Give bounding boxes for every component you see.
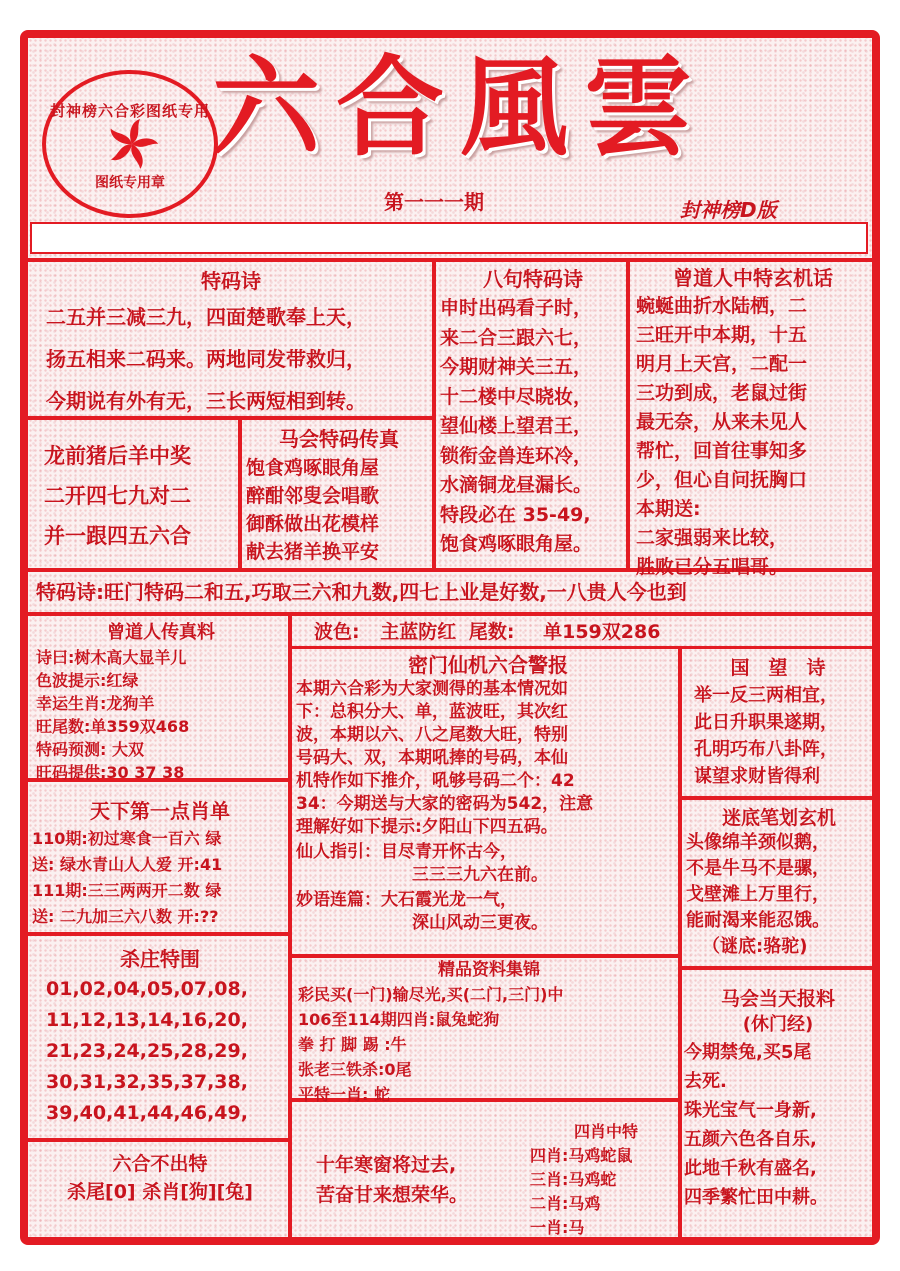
- jingpin-line: 拳 打 脚 踢 :牛: [298, 1035, 407, 1054]
- poem8-line: 锁衔金兽连环冷，: [440, 444, 593, 467]
- kill-line: 01,02,04,05,07,08,: [46, 978, 248, 1000]
- grid-line: [288, 646, 872, 649]
- zodiac-single-section: [32, 796, 288, 930]
- mahui-line: 御酥做出花模样: [246, 513, 380, 535]
- fax-title: 曾道人传真料: [107, 622, 215, 643]
- seal-bottom-text: 图纸专用章: [95, 175, 165, 191]
- alarm-line: 34：今期送与大家的密码为542，注意: [296, 794, 594, 814]
- mahui-today-subtitle: (休门经): [742, 1014, 814, 1035]
- alarm-line: 下：总积分大、单，蓝波旺，其次红: [296, 702, 568, 722]
- zeng-line: 三功到成，老鼠过街: [636, 382, 808, 404]
- guowang-line: 此日升职果遂期，: [694, 712, 838, 733]
- zodiac-single-line: 110期:初过寒食一百六 绿: [32, 829, 222, 848]
- poem8-line: 望仙楼上望君王，: [440, 415, 593, 437]
- grid-line: [238, 416, 242, 570]
- grid-line: [28, 932, 290, 936]
- poem1-line: 扬五相来二码来。两地同发带救归，: [46, 347, 366, 371]
- poem8-line: 十二楼中尽晓妆，: [440, 385, 593, 408]
- fax-line: 旺尾数:单359双468: [36, 717, 190, 736]
- tail-label: 尾数:: [468, 621, 515, 643]
- fourzodiac-section: [530, 1120, 680, 1240]
- poem8-line: 饱食鸡啄眼角屋。: [440, 533, 593, 555]
- fourzodiac-line: 三肖:马鸡蛇: [530, 1170, 617, 1189]
- poem8-line: 申时出码看子时，: [440, 297, 593, 319]
- riddle-title: 迷底笔划玄机: [721, 807, 836, 829]
- guowang-title: 国 望 诗: [730, 657, 826, 679]
- mahui-today-line: 今期禁兔,买5尾: [684, 1042, 812, 1063]
- bose-label: 波色:: [314, 621, 360, 643]
- grid-line: [678, 796, 872, 800]
- zeng-line: 最无奈，从来未见人: [636, 411, 808, 433]
- dragon-line: 并一跟四五六合: [44, 524, 191, 548]
- grid-line: [626, 258, 630, 570]
- grid-line: [432, 258, 436, 570]
- mahui-section: [246, 424, 432, 566]
- grid-line: [288, 612, 292, 1240]
- zodiac-single-line: 111期:三三两两开二数 绿: [32, 881, 222, 900]
- alarm-section: [296, 652, 680, 935]
- nospecial-section: [32, 1150, 288, 1206]
- guowang-line: 孔明巧布八卦阵，: [694, 739, 838, 760]
- zeng-line: 蜿蜒曲折水陆栖，二: [636, 295, 808, 317]
- guide-label: 仙人指引：: [296, 842, 381, 862]
- zodiac-single-line: 送: 绿水青山人人爱 开:41: [32, 855, 223, 874]
- fax-line: 色波提示:红绿: [36, 671, 139, 690]
- alarm-line: 理解好如下提示:夕阳山下四五码。: [296, 817, 558, 837]
- alarm-line: 本期六合彩为大家测得的基本情况如: [296, 679, 568, 699]
- fourzodiac-line: 四肖:马鸡蛇鼠: [530, 1146, 633, 1165]
- mahui-title: 马会特码传真: [279, 427, 399, 451]
- mahui-line: 饱食鸡啄眼角屋: [246, 457, 380, 479]
- poem1-section: [32, 266, 430, 422]
- bauhinia-icon: [104, 116, 160, 172]
- zeng-line: 本期送:: [636, 498, 701, 520]
- grid-line: [678, 966, 872, 970]
- jingpin-section: [298, 958, 680, 1107]
- mahui-today-section: [684, 986, 872, 1212]
- riddle-answer: （谜底:骆驼): [702, 936, 808, 957]
- zeng-section: [636, 264, 870, 582]
- alarm-line: 号码大、双，本期吼捧的号码，本仙: [296, 748, 568, 768]
- guowang-line: 谋望求财皆得利: [694, 766, 820, 787]
- fourzodiac-line: 二肖:马鸡: [530, 1194, 601, 1213]
- riddle-section: [686, 806, 872, 960]
- poem8-section: [440, 264, 626, 560]
- zeng-line: 三旺开中本期，十五: [636, 324, 808, 346]
- zeng-title: 曾道人中特玄机话: [673, 266, 833, 290]
- bose-value: 主蓝防红: [380, 621, 457, 643]
- poem8-line: 水滴铜龙昼漏长。: [440, 474, 593, 496]
- grid-line: [28, 258, 872, 262]
- nospecial-line: 杀尾[0] 杀肖[狗][兔]: [67, 1181, 253, 1203]
- guide-line: 三三三九六在前。: [412, 865, 548, 885]
- dragon-line: 二开四七九对二: [44, 484, 191, 508]
- poem-label: 妙语连篇：: [296, 890, 381, 910]
- mahui-line: 献去猪羊换平安: [246, 541, 380, 563]
- grid-line: [28, 1138, 290, 1142]
- poem8-title: 八句特码诗: [483, 267, 583, 291]
- fax-line: 特码预测: 大双: [36, 740, 144, 759]
- jingpin-title: 精品资料集锦: [438, 960, 540, 980]
- zeng-line: 帮忙，回首往事知多: [636, 440, 808, 462]
- mahui-line: 醉酣邻叟会唱歌: [246, 485, 380, 507]
- header-banner: [30, 222, 868, 254]
- bose-row: [314, 618, 874, 646]
- riddle-line: 不是牛马不是骡，: [686, 858, 830, 879]
- tail-value: 单159双286: [543, 621, 661, 643]
- seal-stamp: [42, 70, 218, 218]
- seal-top-text: 封神榜六合彩图纸专用: [49, 102, 210, 120]
- zeng-line: 明月上天宫，二配一: [636, 353, 808, 375]
- dragon-section: [44, 436, 236, 556]
- mahui-today-line: 四季繁忙田中耕。: [684, 1187, 828, 1208]
- jingpin-line: 平特一肖: 蛇: [298, 1085, 390, 1104]
- poem1-line: 今期说有外有无，三长两短相到转。: [46, 389, 366, 413]
- guowang-line: 举一反三两相宜，: [694, 685, 838, 706]
- fax-line: 旺码提供:30 37 38: [36, 763, 185, 782]
- poem8-line: 来二合三跟六七，: [440, 326, 593, 349]
- zodiac-single-line: 送: 二九加三六八数 开:??: [32, 907, 219, 926]
- fax-line: 诗曰:树木高大显羊儿: [36, 648, 187, 667]
- riddle-line: 能耐渴来能忍饿。: [686, 910, 830, 931]
- edition-label: 封神榜D版: [680, 198, 777, 222]
- alarm-line: 波，本期以六、八之尾数大旺，特别: [296, 725, 568, 745]
- poem-line: 大石霞光龙一气，: [381, 890, 517, 910]
- mahui-today-line: 五颜六色各自乐,: [684, 1129, 817, 1150]
- tenyear-section: [316, 1150, 526, 1210]
- main-title: 六合風雲: [212, 45, 709, 171]
- riddle-line: 头像绵羊颈似鹅，: [686, 832, 830, 853]
- kill-line: 11,12,13,14,16,20,: [46, 1009, 248, 1031]
- riddle-line: 戈壁滩上万里行，: [686, 884, 830, 905]
- fourzodiac-line: 一肖:马: [530, 1218, 585, 1237]
- poem8-line: 特段必在 35-49,: [440, 503, 591, 526]
- jingpin-line: 张老三铁杀:0尾: [298, 1060, 412, 1079]
- fax-section: [36, 620, 286, 784]
- zodiac-single-title: 天下第一点肖单: [90, 799, 230, 823]
- poem8-line: 今期财神关三五，: [440, 356, 593, 378]
- grid-line: [28, 612, 872, 616]
- fax-line: 幸运生肖:龙狗羊: [36, 694, 155, 713]
- nospecial-title: 六合不出特: [112, 1153, 208, 1175]
- kill-section: [32, 944, 288, 1129]
- poem-line: 深山风动三更夜。: [412, 913, 548, 933]
- zeng-line: 二家强弱来比较，: [636, 527, 789, 549]
- poem1-title: 特码诗: [201, 269, 261, 293]
- kill-line: 21,23,24,25,28,29,: [46, 1040, 248, 1062]
- alarm-title: 密门仙机六合警报: [408, 653, 568, 677]
- kill-line: 30,31,32,35,37,38,: [46, 1071, 248, 1093]
- mahui-today-title: 马会当天报料: [720, 988, 835, 1010]
- alarm-line: 机特作如下推介，吼够号码二个：42: [296, 771, 575, 791]
- issue-number: 第一一一期: [384, 190, 484, 214]
- wide-poem: 特码诗:旺门特码二和五,巧取三六和九数,四七上业是好数,一八贵人今也到: [36, 580, 687, 604]
- zeng-line: 少，但心自问抚胸口: [636, 469, 808, 491]
- tenyear-line: 苦奋甘来想荣华。: [316, 1184, 469, 1206]
- mahui-today-line: 珠光宝气一身新,: [684, 1100, 817, 1121]
- fourzodiac-title: 四肖中特: [574, 1122, 639, 1141]
- mahui-today-line: 去死.: [684, 1071, 727, 1092]
- guide-line: 目尽青开怀古今，: [381, 842, 517, 862]
- zeng-line: 胜败已分五唱哥。: [636, 556, 789, 578]
- jingpin-line: 彩民买(一门)输尽光,买(二门,三门)中: [298, 985, 564, 1004]
- kill-line: 39,40,41,44,46,49,: [46, 1102, 248, 1124]
- tenyear-line: 十年寒窗将过去,: [316, 1154, 457, 1176]
- guowang-section: [686, 654, 870, 790]
- kill-title: 杀庄特围: [120, 947, 200, 971]
- poem1-line: 二五并三减三九，四面楚歌奉上天，: [46, 305, 366, 329]
- jingpin-line: 106至114期四肖:鼠兔蛇狗: [298, 1010, 500, 1029]
- mahui-today-line: 此地千秋有盛名,: [684, 1158, 817, 1179]
- dragon-line: 龙前猪后羊中奖: [44, 444, 191, 468]
